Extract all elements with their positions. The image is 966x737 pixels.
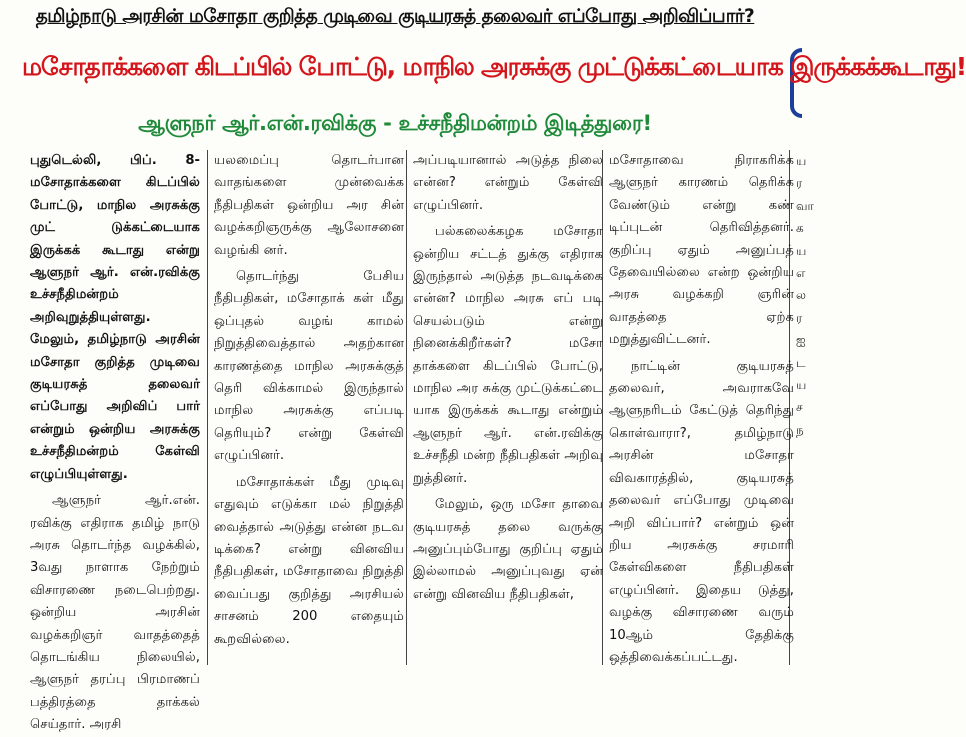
column-divider [406,150,407,665]
article-column-4 [609,150,794,678]
article-paragraph: அப்படியானால் அடுத்த நிலை என்ன? என்றும் கேள்வி எழுப்பினர். [413,153,603,213]
article-column-3 [413,150,603,678]
article-lead: புதுடெல்லி, பிப். 8- மசோதாக்களை கிடப்பில் போட்டு, மாநில அரசுக்கு முட் டுக்கட்டையாக இருக்கக் கூடாது என்று ஆளுநர் ஆர். என்.ரவிக்கு உச்சநீதிமன்றம் அறிவுறுத்தியுள்ளது. மேலும், தமிழ்நாடு அரசின் மசோதா குறித்த முடிவை குடியரசுத் தலைவர் எப்போது அறிவிப் பார் என்றும் ஒன்றிய அரசுக்கு உச்சநீதிமன்றம் கேள்வி எழுப்பியுள்ளது. [30,153,200,482]
article-paragraph: யலமைப்பு தொடர்பான வாதங்களை முன்வைக்க நீதிபதிகள் ஒன்றிய அர சின் வழக்கறிஞருக்கு ஆலோசனை வழங்கி னர். [214,153,404,258]
article-column-2 [214,150,404,678]
article-paragraph: மசோதாவை நிராகரிக்க ஆளுநர் காரணம் தெரிக்க வேண்டும் என்று கண் டிப்புடன் தெரிவித்தனர். குறிப்பு ஏதும் அனுப்பத் தேவையில்லை என்ற ஒன்றிய அரசு வழக்கறி ஞரின் வாதத்தை ஏற்க மறுத்துவிட்டனர். [609,153,794,348]
column-divider [207,150,208,665]
article-paragraph: மசோதாக்கள் மீது முடிவு எதுவும் எடுக்கா மல் நிறுத்தி வைத்தால் அடுத்து என்ன நடவ டிக்கை? என்று வினவிய நீதிபதிகள், மசோதாவை நிறுத்தி வைப்பது குறித்து அரசியல் சாசனம் 200 எதையும் கூறவில்லை. [214,474,404,647]
adjacent-column-fragment: ய ர வா க ய எ ல ர ஐ ட ய ச ந [796,154,814,437]
article-paragraph: ஆளுநர் ஆர்.என். ரவிக்கு எதிராக தமிழ் நாடு அரசு தொடர்ந்த வழக்கில், 3வது நாளாக நேற்றும் விசாரணை நடைபெற்றது. ஒன்றிய அரசின் வழக்கறிஞர் வாதத்தைத் தொடங்கிய நிலையில், ஆளுநர் தரப்பு பிரமாணப் பத்திரத்தை தாக்கல் செய்தார். அரசி [30,493,200,733]
main-headline: மசோதாக்களை கிடப்பில் போட்டு, மாநில அரசுக்கு முட்டுக்கட்டையாக இருக்கக்கூடாது! [22,52,966,81]
article-column-1 [30,150,200,733]
kicker-headline: தமிழ்நாடு அரசின் மசோதா குறித்த முடிவை குடியரசுத் தலைவர் எப்போது அறிவிப்பார்? [35,6,755,27]
sub-headline: ஆளுநர் ஆர்.என்.ரவிக்கு - உச்சநீதிமன்றம் இடித்துரை! [138,111,652,135]
article-paragraph: பல்கலைக்கழக மசோதா ஒன்றிய சட்டத் துக்கு எதிராக இருந்தால் அடுத்த நடவடிக்கை என்ன? மாநில அரசு எப் படி செயல்படும் என்று நினைக்கிறீர்கள்? மசோ தாக்களை கிடப்பில் போட்டு, மாநில அர சுக்கு முட்டுக்கட்டை யாக இருக்கக் கூடாது என்றும் ஆளுநர் ஆர். என்.ரவிக்கு உச்சநீதி மன்ற நீதிபதிகள் அறிவு றுத்தினர். [413,224,603,486]
article-paragraph: மேலும், ஒரு மசோ தாவை குடியரசுத் தலை வருக்கு அனுப்பும்போது குறிப்பு ஏதும் இல்லாமல் அனுப்புவது ஏன் என்று வினவிய நீதிபதிகள், [413,497,603,602]
article-paragraph: தொடர்ந்து பேசிய நீதிபதிகள், மசோதாக் கள் மீது ஒப்புதல் வழங் காமல் நிறுத்திவைத்தால் அதற்கான காரணத்தை மாநில அரசுக்குத் தெரி விக்காமல் இருந்தால் மாநில அரசுக்கு எப்படி தெரியும்? என்று கேள்வி எழுப்பினர். [214,269,404,464]
article-paragraph: நாட்டின் குடியரசுத் தலைவர், அவராகவே ஆளுநரிடம் கேட்டுத் தெரிந்து கொள்வாரா?, தமிழ்நாடு அரசின் மசோதா விவகாரத்தில், குடியரசுத் தலைவர் எப்போது முடிவை அறி விப்பார்? என்றும் ஒன் றிய அரசுக்கு சரமாரி கேள்விகளை நீதிபதிகள் எழுப்பினர். இதைய டுத்து, வழக்கு விசாரணை வரும் 10ஆம் தேதிக்கு ஒத்திவைக்கப்பட்டது. [609,358,794,665]
